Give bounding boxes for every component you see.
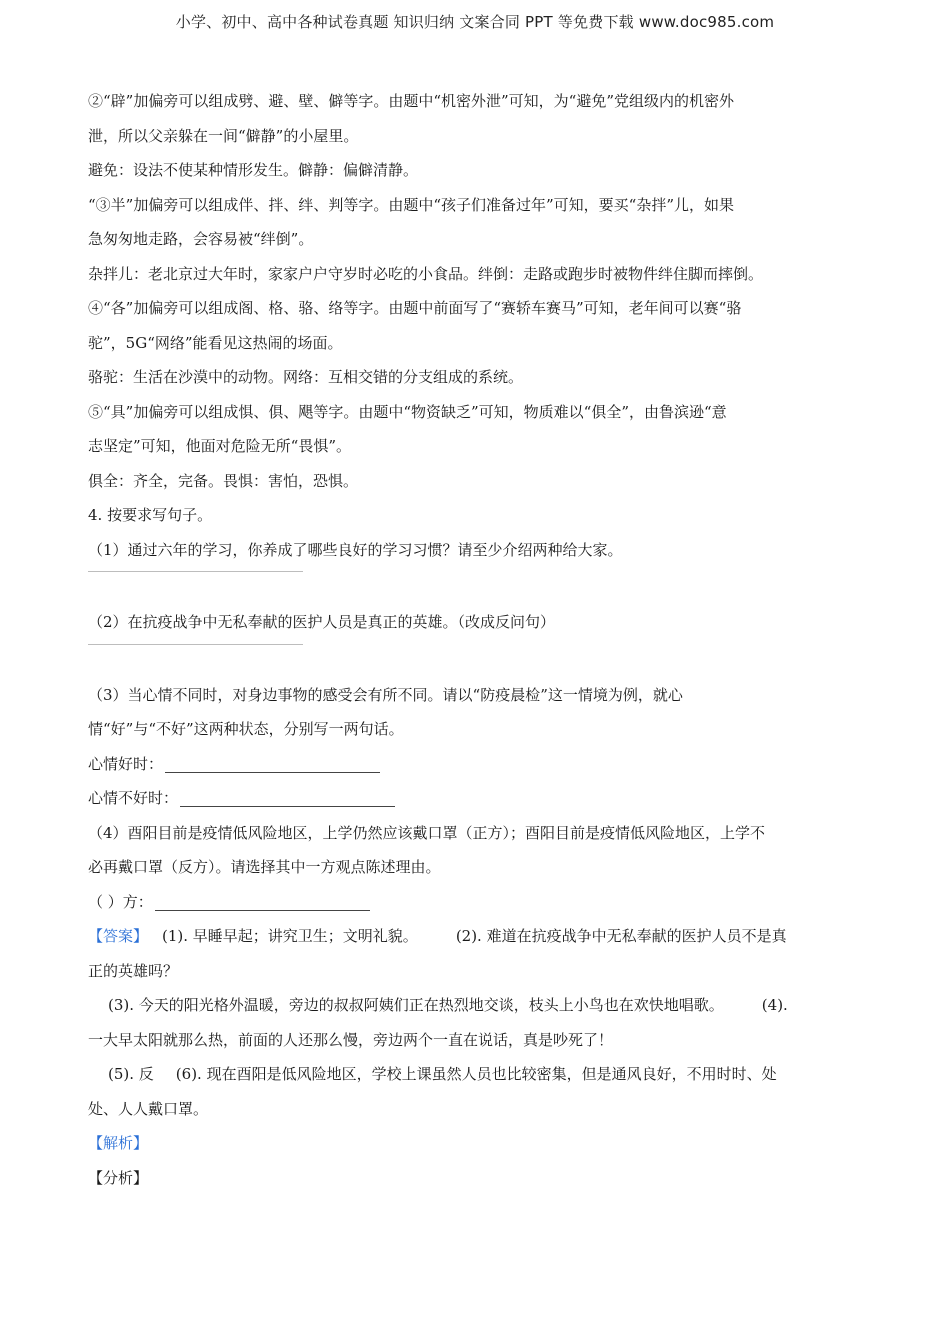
answer-6: (6). 现在酉阳是低风险地区，学校上课虽然人员也比较密集，但是通风良好，不用时时、处 (175, 1065, 777, 1083)
text-line: 避免：设法不使某种情形发生。僻静：偏僻清静。 (88, 161, 419, 179)
document-body (88, 84, 863, 1195)
question-item: （2）在抗疫战争中无私奉献的医护人员是真正的英雄。（改成反问句） (88, 613, 556, 631)
text-line: 骆驼：生活在沙漠中的动物。网络：互相交错的分支组成的系统。 (88, 368, 524, 386)
answer-3: (3). 今天的阳光格外温暖，旁边的叔叔阿姨们正在热烈地交谈，枝头上小鸟也在欢快地唱歌。 (108, 996, 724, 1014)
question-item: （1）通过六年的学习，你养成了哪些良好的学习习惯？请至少介绍两种给大家。 (88, 540, 623, 559)
text-line: 必再戴口罩（反方）。请选择其中一方观点陈述理由。 (88, 858, 441, 876)
answer-1: (1). 早睡早起；讲究卫生；文明礼貌。 (162, 927, 418, 945)
text-line: “③半”加偏旁可以组成伴、拌、绊、判等字。由题中“孩子们准备过年”可知，要买“杂拌”儿，如果 (88, 195, 735, 214)
answer-line: 一大早太阳就那么热，前面的人还那么慢，旁边两个一直在说话，真是吵死了！ (88, 1030, 614, 1049)
page-header: 小学、初中、高中各种试卷真题 知识归纳 文案合同 PPT 等免费下载 www.doc985.com (175, 13, 775, 31)
text-line: ②“辟”加偏旁可以组成劈、避、壁、僻等字。由题中“机密外泄”可知，为“避免”党组级内的机密外 (88, 92, 735, 110)
text-line: 情“好”与“不好”这两种状态，分别写一两句话。 (88, 720, 404, 738)
answer-blank[interactable] (165, 754, 380, 773)
answer-blank[interactable] (180, 788, 395, 807)
fill-line-good (88, 747, 863, 782)
question-item: （4）酉阳目前是疫情低风险地区，上学仍然应该戴口罩（正方）；酉阳目前是疫情低风险地区，上学不 (88, 823, 766, 842)
question-title: 4. 按要求写句子。 (88, 506, 213, 524)
text-line: 泄，所以父亲躲在一间“僻静”的小屋里。 (88, 126, 359, 145)
text-line: 俱全：齐全，完备。畏惧：害怕，恐惧。 (88, 471, 359, 490)
fill-line-side (88, 885, 863, 920)
answer-blank-line[interactable] (88, 571, 303, 572)
analysis-tag (88, 1126, 863, 1161)
answer-line (88, 1057, 863, 1092)
answer-blank[interactable] (155, 892, 370, 911)
question-item: （3）当心情不同时，对身边事物的感受会有所不同。请以“防疫晨检”这一情境为例，就心 (88, 685, 683, 704)
answer-line (88, 988, 863, 1023)
text-line: 杂拌儿：老北京过大年时，家家户户守岁时必吃的小食品。绊倒：走路或跑步时被物件绊住脚而摔倒。 (88, 264, 764, 283)
answer-tag: 【答案】 (88, 927, 149, 945)
text-line: ⑤“具”加偏旁可以组成惧、俱、飓等字。由题中“物资缺乏”可知，物质难以“俱全”，由鲁滨逊“意 (88, 402, 727, 421)
text-line: 急匆匆地走路，会容易被“绊倒”。 (88, 230, 314, 248)
answer-line: 处、人人戴口罩。 (88, 1099, 209, 1118)
fenxi-tag: 【分析】 (88, 1168, 149, 1187)
text-line: 志坚定”可知，他面对危险无所“畏惧”。 (88, 437, 352, 455)
answer-5: (5). 反 (108, 1065, 154, 1083)
text-line: ④“各”加偏旁可以组成阁、格、骆、络等字。由题中前面写了“赛轿车赛马”可知，老年间可以赛“骆 (88, 299, 742, 317)
label-good-mood: 心情好时： (88, 754, 164, 773)
answer-line (88, 919, 863, 954)
answer-2: (2). 难道在抗疫战争中无私奉献的医护人员不是真 (455, 927, 787, 945)
label-bad-mood: 心情不好时： (88, 789, 179, 807)
answer-4: (4). (761, 996, 788, 1014)
fill-line-bad (88, 781, 863, 816)
analysis-label: 【解析】 (88, 1134, 149, 1152)
answer-blank-line[interactable] (88, 644, 303, 645)
text-line: 驼”，5G“网络”能看见这热闹的场面。 (88, 333, 343, 352)
label-side: （ ）方： (88, 892, 153, 911)
answer-line: 正的英雄吗？ (88, 961, 179, 980)
